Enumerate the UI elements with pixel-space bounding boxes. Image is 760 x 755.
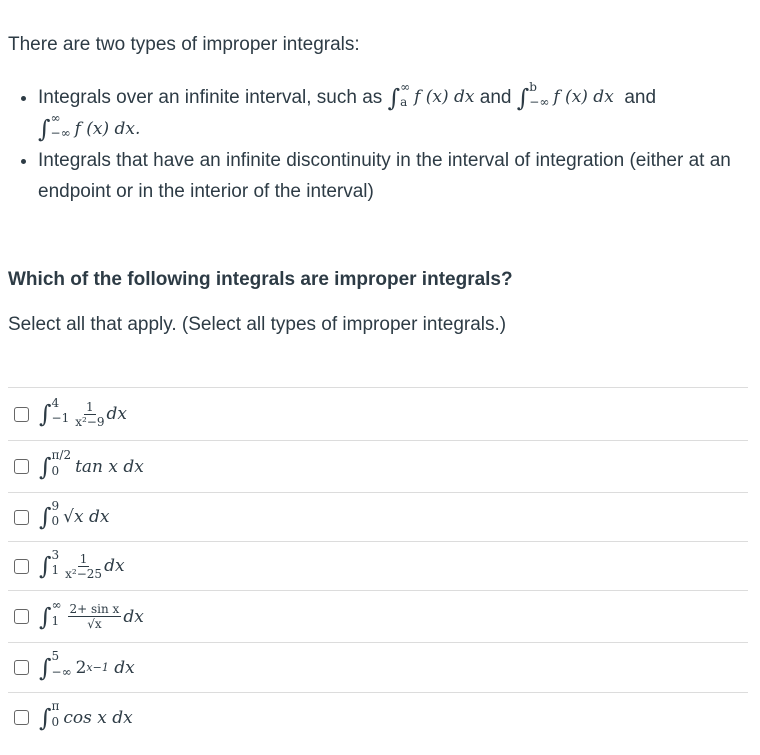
bullet-infinite-interval xyxy=(38,79,758,145)
and-text: and xyxy=(624,87,657,108)
checkbox[interactable] xyxy=(14,559,29,574)
checkbox[interactable] xyxy=(14,407,29,422)
checkbox[interactable] xyxy=(14,510,29,525)
checkbox[interactable] xyxy=(14,459,29,474)
option-7[interactable] xyxy=(8,692,748,742)
instruction-text: Select all that apply. (Select all types of improper integrals.) xyxy=(8,314,507,335)
question-text: Which of the following integrals are improper integrals? xyxy=(8,269,513,290)
option-integral: ∫ 9 0 √x dx xyxy=(39,498,110,531)
improper-types-list xyxy=(8,79,758,207)
option-6[interactable] xyxy=(8,642,748,692)
fraction: $\frac{1}{\text{x²−9}}$ xyxy=(75,399,105,429)
checkbox[interactable] xyxy=(14,609,29,624)
option-integral: ∫ 3 1 $\frac{1}{\text{x²−25}}$ dx xyxy=(39,547,125,581)
fraction: $\frac{1}{\text{x²−25}}$ xyxy=(65,551,103,581)
checkbox[interactable] xyxy=(14,660,29,675)
option-3[interactable] xyxy=(8,492,748,541)
option-2[interactable] xyxy=(8,440,748,492)
intro-text: There are two types of improper integrals: xyxy=(8,34,360,55)
option-integral: ∫ ∞ 1 $\frac{\text{2+ sin x}}{√x}$ dx xyxy=(39,598,144,631)
options-list xyxy=(8,387,748,742)
option-integral: ∫ 5 −∞ 2 x−1 dx xyxy=(39,649,135,682)
integral-expr: ∫ ∞ −∞ f (x) dx. xyxy=(38,111,141,144)
option-4[interactable] xyxy=(8,541,748,590)
option-integral: ∫ π/2 0 tan x dx xyxy=(39,448,144,481)
option-integral: ∫ π 0 cos x dx xyxy=(39,699,133,732)
integral-expr: ∫ b −∞ f (x) dx xyxy=(516,79,614,112)
bullet-discontinuity: • Integrals that have an infinite discontinuity in the interval of integration (either at an endpoint or in the interior of the interval) xyxy=(38,145,758,207)
and-text: and xyxy=(479,87,512,108)
checkbox[interactable] xyxy=(14,710,29,725)
option-integral: ∫ 4 −1 $\frac{1}{\text{x²−9}}$ dx xyxy=(39,395,127,429)
integral-expr: ∫ ∞ a f (x) dx xyxy=(387,79,475,112)
option-1[interactable] xyxy=(8,387,748,440)
option-5[interactable] xyxy=(8,590,748,642)
bullet-text: Integrals over an infinite interval, such as xyxy=(38,87,383,108)
fraction: $\frac{\text{2+ sin x}}{√x}$ xyxy=(69,602,120,631)
